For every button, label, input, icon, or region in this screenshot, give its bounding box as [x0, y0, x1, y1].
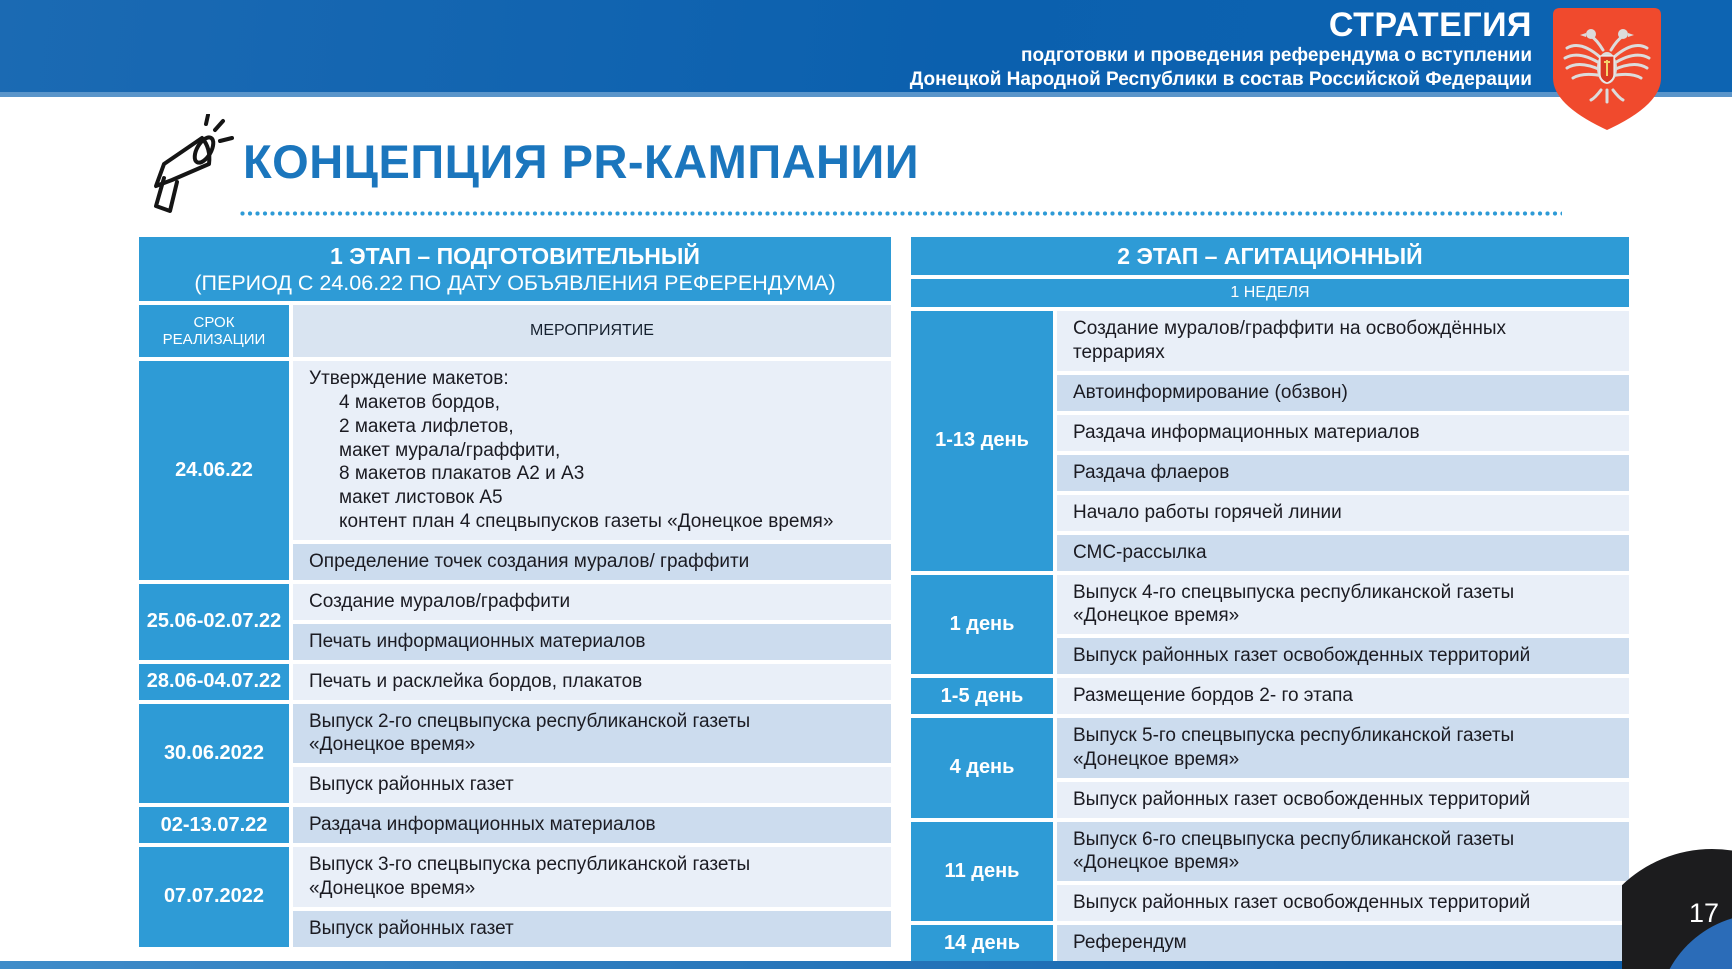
- date-cell: 25.06-02.07.22: [139, 584, 289, 660]
- date-cell: 24.06.22: [139, 361, 289, 579]
- table-row: [911, 678, 1629, 714]
- column-header-meropriyatie: МЕРОПРИЯТИЕ: [293, 305, 891, 357]
- stage2-table: [907, 233, 1633, 965]
- stage2-table-body: [911, 311, 1629, 961]
- activity-line: 2 макета лифлетов,: [339, 415, 514, 437]
- activity-cell: Раздача информационных материалов: [293, 807, 891, 843]
- table-row: [139, 847, 891, 907]
- table-row: [911, 925, 1629, 961]
- activity-line: Выпуск 3-го спецвыпуска республиканской газеты: [309, 854, 751, 876]
- activity-line: Выпуск 4-го спецвыпуска республиканской газеты: [1073, 581, 1515, 603]
- activity-cell: [293, 847, 891, 907]
- table-row: [911, 575, 1629, 635]
- activity-cell: Размещение бордов 2- го этапа: [1057, 678, 1629, 714]
- table-row: [139, 807, 891, 843]
- banner-subtitle-line1: подготовки и проведения референдума о вступлении: [1020, 45, 1532, 67]
- bottom-accent-bar: [0, 961, 1732, 969]
- activity-line: Выпуск 5-го спецвыпуска республиканской газеты: [1073, 725, 1515, 747]
- activity-line: макет листовок А5: [339, 487, 503, 509]
- activity-line: 4 макетов бордов,: [339, 392, 500, 414]
- activity-line: террариях: [1073, 341, 1165, 363]
- stage2-subheader: 1 НЕДЕЛЯ: [911, 279, 1629, 307]
- activity-cell: [293, 361, 891, 539]
- stage1-header-line2: (ПЕРИОД С 24.06.22 ПО ДАТУ ОБЪЯВЛЕНИЯ РЕФЕРЕНДУМА): [194, 271, 836, 296]
- activity-cell: Раздача информационных материалов: [1057, 415, 1629, 451]
- activity-cell: [1057, 311, 1629, 371]
- date-cell: 14 день: [911, 925, 1053, 961]
- table-row: [139, 361, 891, 539]
- table-row: [139, 704, 891, 764]
- banner-text: [910, 7, 1532, 91]
- date-cell: 07.07.2022: [139, 847, 289, 947]
- activity-line: Выпуск 6-го спецвыпуска республиканской газеты: [1073, 828, 1515, 850]
- table-row: [139, 584, 891, 620]
- activity-cell: Выпуск районных газет освобожденных территорий: [1057, 885, 1629, 921]
- activity-cell: Определение точек создания муралов/ граффити: [293, 544, 891, 580]
- activity-line: «Донецкое время»: [1073, 852, 1240, 874]
- date-cell: 4 день: [911, 718, 1053, 818]
- table-row: [911, 822, 1629, 882]
- activity-line: «Донецкое время»: [1073, 748, 1240, 770]
- date-cell: 11 день: [911, 822, 1053, 922]
- activity-cell: СМС-рассылка: [1057, 535, 1629, 571]
- activity-cell: Начало работы горячей линии: [1057, 495, 1629, 531]
- megaphone-icon: [130, 114, 234, 220]
- stage1-header: [139, 237, 891, 301]
- date-cell: 1-5 день: [911, 678, 1053, 714]
- page-number: 17: [1688, 898, 1719, 928]
- date-cell: 30.06.2022: [139, 704, 289, 804]
- activity-cell: Выпуск районных газет: [293, 911, 891, 947]
- activity-cell: [1057, 575, 1629, 635]
- activity-cell: Раздача флаеров: [1057, 455, 1629, 491]
- activity-cell: [1057, 718, 1629, 778]
- activity-line: 8 макетов плакатов А2 и А3: [339, 463, 585, 485]
- top-banner: [0, 0, 1732, 97]
- page-corner-decoration: [1622, 849, 1732, 969]
- activity-cell: Выпуск районных газет освобожденных территорий: [1057, 782, 1629, 818]
- activity-cell: Автоинформирование (обзвон): [1057, 375, 1629, 411]
- activity-cell: Печать и расклейка бордов, плакатов: [293, 664, 891, 700]
- activity-line: «Донецкое время»: [1073, 605, 1240, 627]
- stage1-header-line1: 1 ЭТАП – ПОДГОТОВИТЕЛЬНЫЙ: [330, 243, 700, 269]
- activity-cell: [293, 704, 891, 764]
- table-row: [911, 311, 1629, 371]
- banner-title: СТРАТЕГИЯ: [1328, 6, 1532, 44]
- stage1-table-body: [139, 361, 891, 946]
- activity-cell: Выпуск районных газет освобожденных территорий: [1057, 638, 1629, 674]
- activity-line: Утверждение макетов:: [309, 368, 509, 390]
- date-cell: 02-13.07.22: [139, 807, 289, 843]
- date-cell: 28.06-04.07.22: [139, 664, 289, 700]
- activity-line: Выпуск 2-го спецвыпуска республиканской газеты: [309, 710, 751, 732]
- activity-line: Создание муралов/граффити на освобождённых: [1073, 318, 1507, 340]
- activity-line: контент план 4 спецвыпусков газеты «Донецкое время»: [339, 510, 834, 532]
- activity-cell: Выпуск районных газет: [293, 767, 891, 803]
- page-title: КОНЦЕПЦИЯ PR-КАМПАНИИ: [243, 135, 920, 188]
- activity-cell: Печать информационных материалов: [293, 624, 891, 660]
- activity-line: «Донецкое время»: [309, 734, 476, 756]
- banner-subtitle-line2: Донецкой Народной Республики в состав Российской Федерации: [909, 68, 1532, 90]
- date-cell: 1 день: [911, 575, 1053, 675]
- dotted-divider: [240, 211, 1562, 216]
- column-header-srok: СРОК РЕАЛИЗАЦИИ: [139, 305, 289, 357]
- date-cell: 1-13 день: [911, 311, 1053, 571]
- stage2-header: [911, 237, 1629, 275]
- activity-cell: Создание муралов/граффити: [293, 584, 891, 620]
- table-row: [911, 718, 1629, 778]
- activity-line: макет мурала/граффити,: [339, 439, 561, 461]
- dnr-coat-of-arms-icon: [1551, 6, 1663, 133]
- stage1-table: [135, 233, 895, 951]
- stage2-header-line1: 2 ЭТАП – АГИТАЦИОННЫЙ: [1117, 243, 1423, 269]
- activity-line: «Донецкое время»: [309, 877, 476, 899]
- activity-cell: [1057, 822, 1629, 882]
- table-row: [139, 664, 891, 700]
- activity-cell: Референдум: [1057, 925, 1629, 961]
